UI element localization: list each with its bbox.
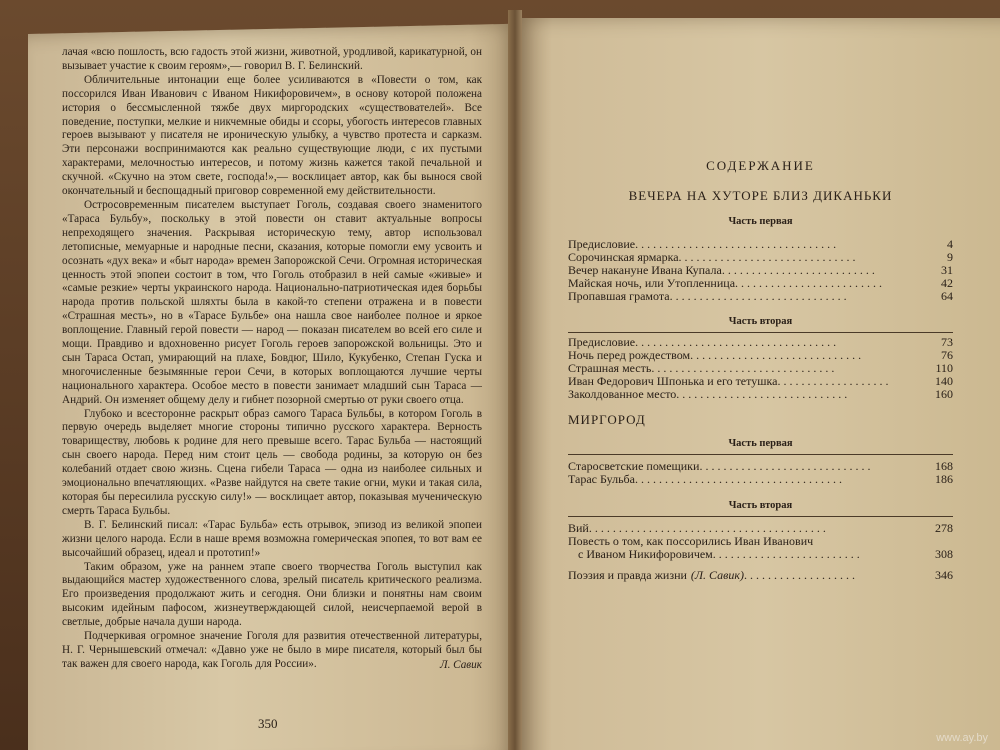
toc-entry: Заколдованное место . . . . . . . . . . . . . . . . . . . . . . . . . . . . . 160 <box>568 387 953 401</box>
watermark: www.ay.by <box>936 732 988 744</box>
toc-entry: Страшная месть . . . . . . . . . . . . . . . . . . . . . . . . . . . . . . . 110 <box>568 361 953 375</box>
page-number: 350 <box>258 716 278 731</box>
signature: Л. Савик <box>440 658 482 671</box>
left-page-text <box>62 46 482 673</box>
toc-entry: Сорочинская ярмарка . . . . . . . . . . . . . . . . . . . . . . . . . . . . . . 9 <box>568 250 953 264</box>
paragraph: лачая «всю пошлость, всю гадость этой жизни, животной, уродливой, карикатурной, он вызывает участие к своим героям»,— говорил В. Г. Белинский. <box>62 46 482 72</box>
section-title: МИРГОРОД <box>568 412 646 427</box>
toc-entry: Тарас Бульба . . . . . . . . . . . . . . . . . . . . . . . . . . . . . . . . . . . 186 <box>568 472 953 486</box>
part-title: Часть первая <box>728 216 793 227</box>
divider <box>568 454 953 455</box>
toc-entry: Майская ночь, или Утопленница . . . . . . . . . . . . . . . . . . . . . . . . . 42 <box>568 276 953 290</box>
toc-entry: Старосветские помещики . . . . . . . . . . . . . . . . . . . . . . . . . . . . . 168 <box>568 459 953 473</box>
part-title: Часть вторая <box>728 316 793 327</box>
paragraph: Остросовременным писателем выступает Гоголь, создавая своего знаменитого «Тараса Бульбу», поскольку в этой повести он ставит актуальные вопросы непреходящего значения. Раскрывая историческую тему, автор использовал летописные, мемуарные и народные песни, сказания, которые помогли ему усвоить и осознать «дух века» и «быт народа» времен Запорожской Сечи. Огромная историческая ценность этой эпопеи состоит в том, что Гоголь отобразил в ней самые «живые» и «самые резкие» черты украинского народа. Национально-патриотическая идея борьбы народа против польской шляхты была в какой-то степени отражена и в повести «Страшная месть», но в «Тарасе Бульбе» она нашла свое наиболее полное и яркое воплощение. Главный герой повести — народ — показан писателем во всей его силе и мощи. Правдиво и вдохновенно рисует Гоголь героев запорожской вольницы. Это и сын Тараса Остап, умирающий на плахе, Бовдюг, Шило, Кукубенко, Степан Гуска и многочисленные безымянные герои Сечи, в которых воплощаются лучшие черты национального характера. Особое место в повести занимает младший сын Тараса — Андрий. Он изменяет общему делу и гибнет позорной смертью от руки своего отца. <box>62 198 482 406</box>
toc-entry: Ночь перед рождеством . . . . . . . . . . . . . . . . . . . . . . . . . . . . . 76 <box>568 348 953 362</box>
paragraph: Таким образом, уже на раннем этапе своего творчества Гоголь выступил как выдающийся мастер художественного слова, зрелый писатель критического реализма. Его произведения продолжают жить и сегодня. Они близки и понятны нам своим высоким идейным пафосом, жизнеутверждающей силой, неисчерпаемой верой в светлые, добрые начала души народа. <box>62 560 482 629</box>
toc-entry: Предисловие . . . . . . . . . . . . . . . . . . . . . . . . . . . . . . . . . . 4 <box>568 237 953 251</box>
toc-entry: Предисловие . . . . . . . . . . . . . . . . . . . . . . . . . . . . . . . . . . 73 <box>568 335 953 349</box>
toc-heading: СОДЕРЖАНИЕ <box>706 158 815 173</box>
paragraph: Подчеркивая огромное значение Гоголя для развития отечественной литературы, Н. Г. Чернышевский отмечал: «Давно уже не было в мире писателя, который был бы так важен для своего народа, как Гоголь для России». <box>62 630 482 670</box>
part-title: Часть вторая <box>728 500 793 511</box>
paragraph: В. Г. Белинский писал: «Тарас Бульба» есть отрывок, эпизод из великой эпопеи жизни целого народа. Если в наше время возможна гомерическая эпопея, то вот вам ее высочайший образец, идеал и прототип!» <box>62 518 482 559</box>
toc-entry-final: Поэзия и правда жизни (Л. Савик) . . . . . . . . . . . . . . . . . . . 346 <box>568 568 953 582</box>
toc-entry: Повесть о том, как поссорились Иван Иванович <box>568 534 814 548</box>
toc-entry: Вий . . . . . . . . . . . . . . . . . . . . . . . . . . . . . . . . . . . . . . . . 278 <box>568 521 953 535</box>
divider <box>568 332 953 333</box>
toc-entry: Пропавшая грамота . . . . . . . . . . . . . . . . . . . . . . . . . . . . . . 64 <box>568 289 953 303</box>
toc-entry: Вечер накануне Ивана Купала . . . . . . . . . . . . . . . . . . . . . . . . . . 31 <box>568 263 953 277</box>
toc-entry: Иван Федорович Шпонька и его тетушка . . . . . . . . . . . . . . . . . . . 140 <box>568 374 953 388</box>
section-title: ВЕЧЕРА НА ХУТОРЕ БЛИЗ ДИКАНЬКИ <box>628 188 893 203</box>
paragraph: Глубоко и всесторонне раскрыт образ самого Тараса Бульбы, в котором Гоголь в первую очередь выделяет многие стороны типично русского характера. Верность товариществу, любовь к родине для него превыше всего. Тарас Бульба — настоящий сын своего народа. Перед ним стоит цель — свобода родины, за которую он без колебаний отдает свою жизнь. Сцена гибели Тараса — одна из наиболее сильных и эмоционально впечатляющих. «Разве найдутся на свете такие огни, муки и такая сила, которая бы пересилила русскую силу!» — восклицает автор, показывая мученическую смерть Тараса Бульбы. <box>62 407 482 517</box>
book-gutter <box>508 10 522 750</box>
divider <box>568 516 953 517</box>
paragraph: Обличительные интонации еще более усиливаются в «Повести о том, как поссорился Иван Иванович с Иваном Никифоровичем», в основу которой положена история о бессмысленной тяжбе двух миргородских «существователей». Все поведение, поступки, мелкие и никчемные обиды и ссоры, убогость интересов главных героев вызывают у писателя не ироническую улыбку, а чувство протеста и сарказм. Эти персонажи воспринимаются как реально существующие люди, с их пустыми характерами, мелочностью интересов, и потому жизнь кажется такой печальной и скучной. «Скучно на этом свете, господа!»,— восклицает автор, как бы вынося свой окончательный и беспощадный приговор современной ему действительности. <box>62 73 482 198</box>
toc-entry: с Иваном Никифоровичем . . . . . . . . . . . . . . . . . . . . . . . . . 308 <box>578 547 953 561</box>
part-title: Часть первая <box>728 438 793 449</box>
